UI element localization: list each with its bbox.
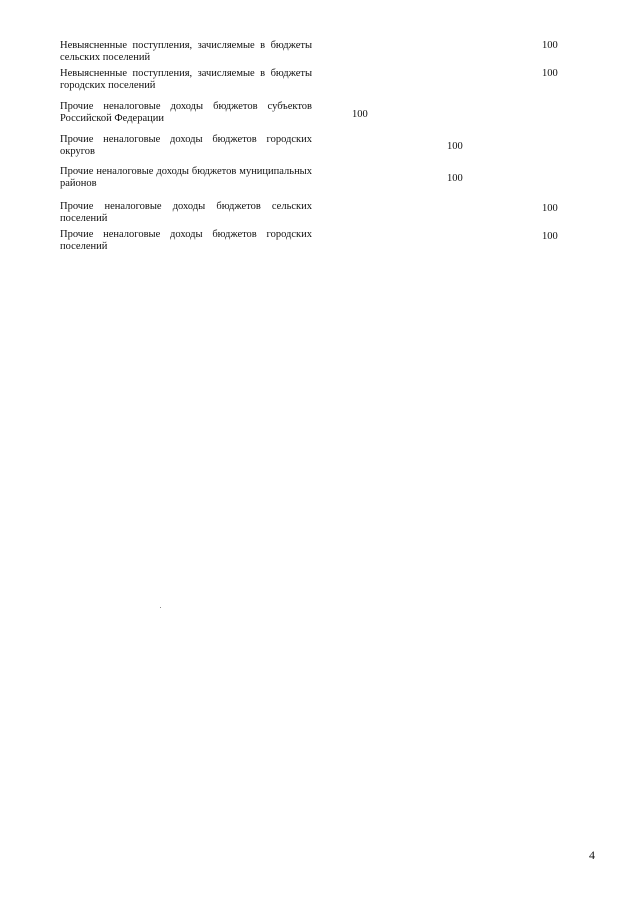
value-city-districts: 100 — [447, 173, 463, 184]
row-description: Прочие неналоговые доходы бюджетов сельских поселений — [60, 201, 312, 224]
row-description: Невыясненные поступления, зачисляемые в бюджеты сельских поселений — [60, 40, 312, 63]
value-local: 100 — [542, 203, 558, 214]
value-local: 100 — [542, 231, 558, 242]
row-description: Прочие неналоговые доходы бюджетов муниципальных районов — [60, 166, 312, 189]
value-local: 100 — [542, 68, 558, 79]
value-local: 100 — [542, 40, 558, 51]
row-description: Невыясненные поступления, зачисляемые в бюджеты городских поселений — [60, 68, 312, 91]
page-number: 4 — [589, 848, 595, 862]
row-description: Прочие неналоговые доходы бюджетов городских округов — [60, 134, 312, 157]
value-city-districts: 100 — [447, 141, 463, 152]
row-description: Прочие неналоговые доходы бюджетов субъектов Российской Федерации — [60, 101, 312, 124]
value-subjects: 100 — [352, 109, 368, 120]
row-description: Прочие неналоговые доходы бюджетов городских поселений — [60, 229, 312, 252]
scan-speck — [160, 607, 161, 608]
